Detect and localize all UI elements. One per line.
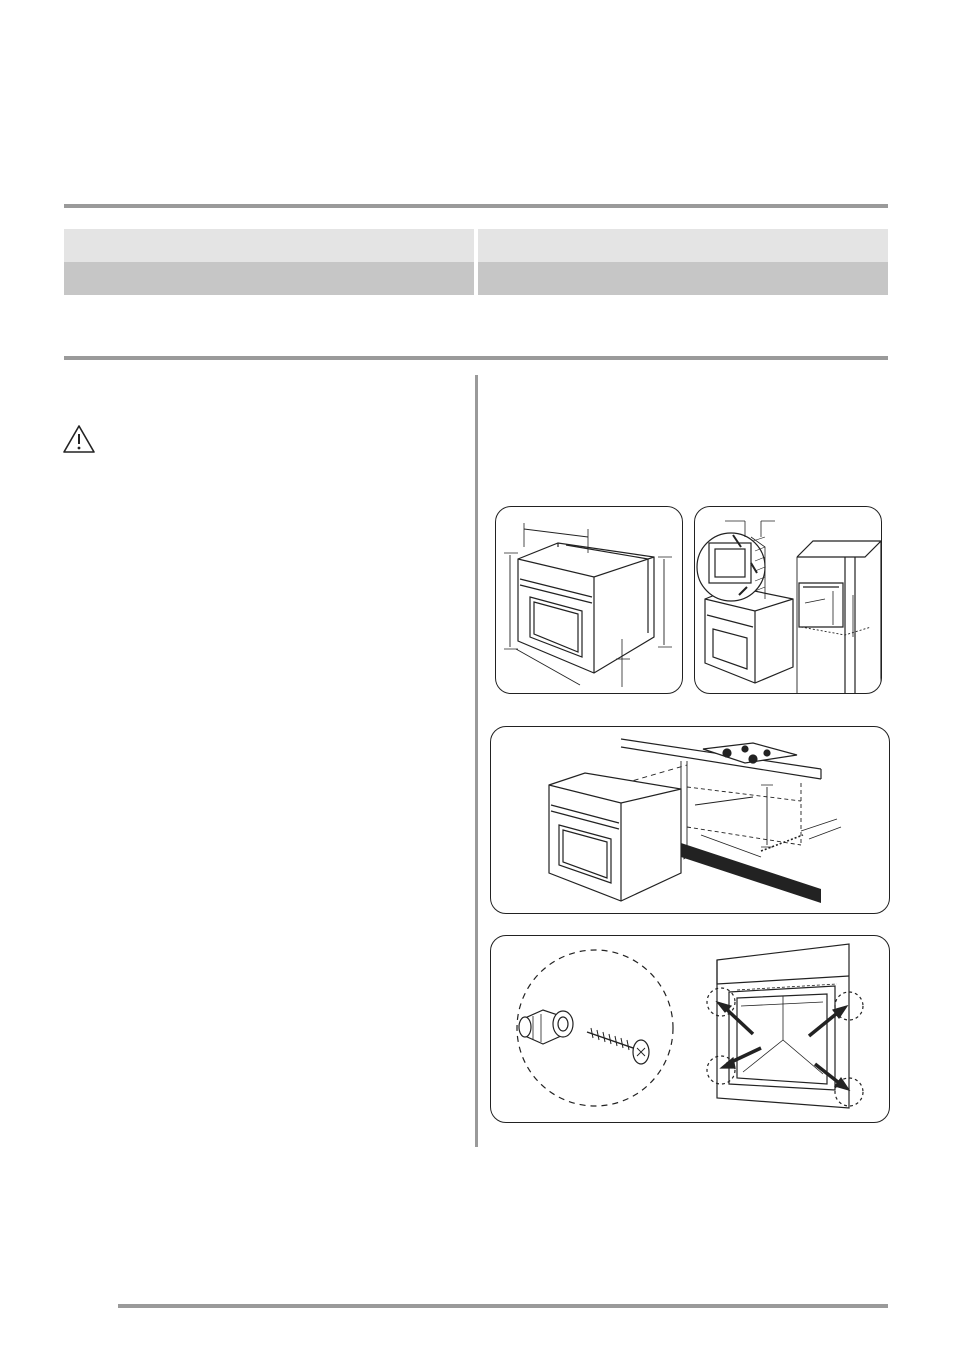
- table-header-cell-right: [478, 229, 888, 262]
- cabinet-column-installation-figure: [694, 506, 882, 694]
- fixing-screws-figure: [490, 935, 890, 1123]
- column-separator: [475, 375, 478, 1147]
- oven-dimensions-figure: [495, 506, 683, 694]
- table-header-cell-left: [64, 229, 474, 262]
- footer-divider: [118, 1304, 888, 1308]
- table-row-cell-right: [478, 262, 888, 295]
- warning-triangle-icon: [62, 424, 96, 454]
- table-row-cell-left: [64, 262, 474, 295]
- section-divider-installation: [64, 356, 888, 360]
- under-counter-installation-figure: [490, 726, 890, 914]
- section-divider-top: [64, 204, 888, 208]
